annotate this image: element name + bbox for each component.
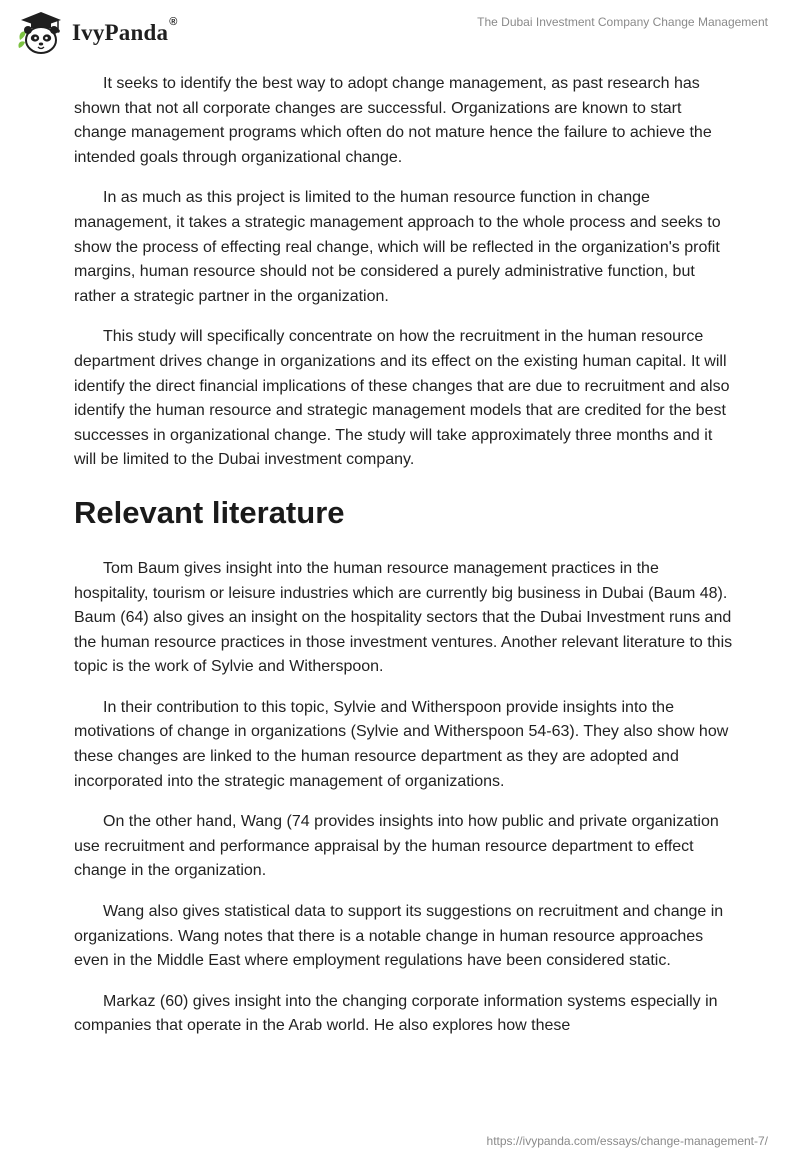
- paragraph: It seeks to identify the best way to adopt change management, as past research has shown that not all corporate changes are successful. Organizations are known to start change management programs which often do not mature hence the failure to achieve the intended goals through organizational change.: [74, 75, 712, 166]
- registered-mark: ®: [169, 16, 178, 28]
- section-heading: Relevant literature: [74, 494, 345, 530]
- ivypanda-logo[interactable]: [16, 10, 178, 56]
- panda-mascot-icon: [16, 10, 66, 56]
- paragraph: Tom Baum gives insight into the human resource management practices in the hospitality, tourism or leisure industries which are currently big business in Dubai (Baum 48). Baum (64) also gives an insight on the hospitality sectors that the Dubai Investment runs and the human resource practices in those investment ventures. Another relevant literature to this topic is the work of Sylvie and Witherspoon.: [74, 559, 733, 676]
- document-title: The Dubai Investment Company Change Management: [477, 15, 768, 29]
- source-url-link[interactable]: https://ivypanda.com/essays/change-management-7/: [486, 1134, 768, 1148]
- page-header: [0, 0, 800, 64]
- paragraph: Wang also gives statistical data to support its suggestions on recruitment and change in organizations. Wang notes that there is a notable change in human resource approaches even in the Middle East where employment regulations have been considered static.: [74, 903, 724, 970]
- paragraph: In their contribution to this topic, Sylvie and Witherspoon provide insights into the motivations of change in organizations (Sylvie and Witherspoon 54-63). They also show how these changes are linked to the human resource department as they are adopted and incorporated into the strategic management of organizations.: [74, 698, 729, 790]
- logo-wordmark: IvyPanda®: [72, 16, 178, 45]
- paragraph: Markaz (60) gives insight into the changing corporate information systems especially in companies that operate in the Arab world. He also explores how these: [74, 992, 718, 1035]
- paragraph: On the other hand, Wang (74 provides insights into how public and private organization use recruitment and performance appraisal by the human resource department to effect change in the organization.: [74, 813, 719, 880]
- paragraph: In as much as this project is limited to the human resource function in change management, it takes a strategic management approach to the whole process and seeks to show the process of effecting real change, which will be reflected in the organization's profit margins, human resource should not be considered a purely administrative function, but rather a strategic partner in the organization.: [74, 189, 721, 305]
- paragraph: This study will specifically concentrate on how the recruitment in the human resource department drives change in organizations and its effect on the existing human capital. It will identify the direct financial implications of these changes that are due to recruitment and also identify the human resource and strategic management models that are credited for the best successes in organizational change. The study will take approximately three months and it will be limited to the Dubai investment company.: [74, 328, 730, 469]
- essay-content: [74, 72, 734, 1055]
